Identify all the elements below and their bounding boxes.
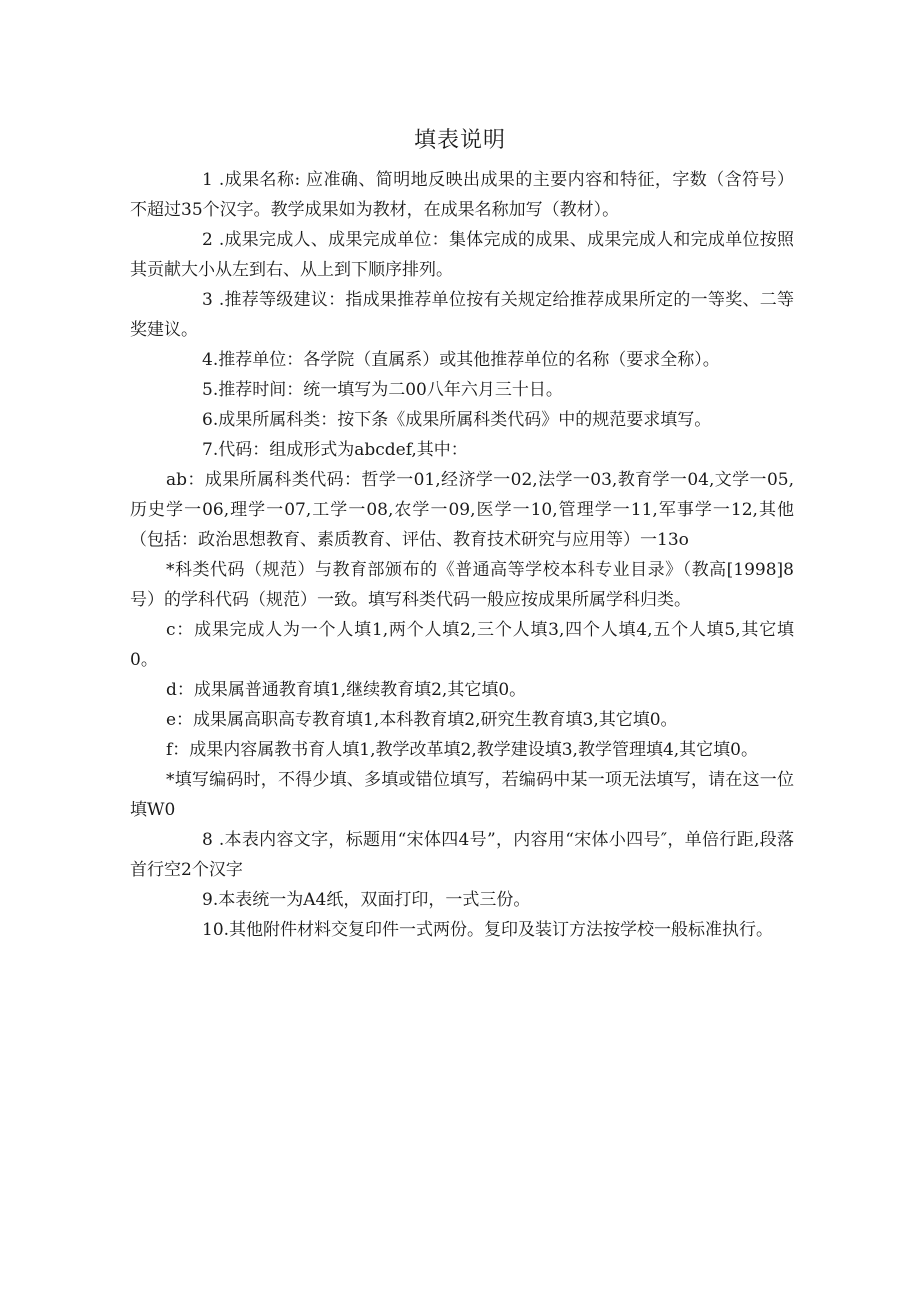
item-text: .推荐时间：统一填写为二00八年六月三十日。 — [212, 380, 563, 400]
page-title: 填表说明 — [413, 128, 506, 153]
item-number: 10 — [202, 920, 224, 940]
instruction-item-7 — [130, 435, 794, 465]
item-number: 7 — [202, 440, 213, 460]
instruction-item-5 — [130, 375, 794, 405]
item-number: 6 — [202, 410, 213, 430]
code-note-ab: ab：成果所属科类代码：哲学一01,经济学一02,法学一03,教育学一04,文学一05,历史学一06,理学一07,工学一08,农学一09,医学一10,管理学一11,军事学一12,其他（包括：政治思想教育、素质教育、评估、教育技术研究与应用等）一13o — [130, 470, 794, 550]
code-note-f: f：成果内容属教书育人填1,教学改革填2,教学建设填3,教学管理填4,其它填0。 — [166, 740, 758, 760]
item-number: 9 — [202, 890, 213, 910]
item-text: .成果名称: 应准确、简明地反映出成果的主要内容和特征，字数（含符号）不超过35个汉字。教学成果如为教材，在成果名称加写（教材）。 — [130, 170, 794, 220]
item-number: 3 — [202, 290, 213, 310]
instructions-body — [130, 165, 794, 945]
item-text: .本表统一为A4纸，双面打印，一式三份。 — [212, 890, 531, 910]
instruction-item-10 — [130, 915, 794, 945]
item-text: .其他附件材料交复印件一式两份。复印及装订方法按学校一般标准执行。 — [223, 920, 774, 940]
instruction-item-3 — [130, 285, 794, 345]
code-note-category-standard: *科类代码（规范）与教育部颁布的《普通高等学校本科专业目录》（教高[1998]8号）的学科代码（规范）一致。填写科类代码一般应按成果所属学科归类。 — [130, 560, 794, 610]
item-text: .推荐单位：各学院（直属系）或其他推荐单位的名称（要求全称）。 — [212, 350, 720, 370]
code-note-d: d：成果属普通教育填1,继续教育填2,其它填0。 — [166, 680, 527, 700]
instruction-item-4 — [130, 345, 794, 375]
item-number: 1 — [202, 170, 213, 190]
item-text: .推荐等级建议：指成果推荐单位按有关规定给推荐成果所定的一等奖、二等奖建议。 — [130, 290, 794, 340]
item-text: .成果完成人、成果完成单位：集体完成的成果、成果完成人和完成单位按照其贡献大小从左到右、从上到下顺序排列。 — [130, 230, 794, 280]
item-number: 8 — [202, 830, 213, 850]
item-text: .成果所属科类：按下条《成果所属科类代码》中的规范要求填写。 — [212, 410, 712, 430]
instruction-item-2 — [130, 225, 794, 285]
code-note-fill-rule: *填写编码时，不得少填、多填或错位填写，若编码中某一项无法填写，请在这一位填W0 — [130, 770, 794, 820]
instruction-item-6 — [130, 405, 794, 435]
instruction-item-1 — [130, 165, 794, 225]
code-note-c: c：成果完成人为一个人填1,两个人填2,三个人填3,四个人填4,五个人填5,其它填0。 — [130, 620, 794, 670]
item-text: .代码：组成形式为abcdef,其中： — [212, 440, 468, 460]
item-number: 5 — [202, 380, 213, 400]
item-number: 4 — [202, 350, 213, 370]
instruction-item-9 — [130, 885, 794, 915]
code-note-e: e：成果属高职高专教育填1,本科教育填2,研究生教育填3,其它填0。 — [166, 710, 678, 730]
instruction-item-8 — [130, 825, 794, 885]
item-number: 2 — [202, 230, 213, 250]
item-text: .本表内容文字，标题用“宋体四4号”，内容用“宋体小四号″，单倍行距,段落首行空2个汉字 — [130, 830, 794, 880]
